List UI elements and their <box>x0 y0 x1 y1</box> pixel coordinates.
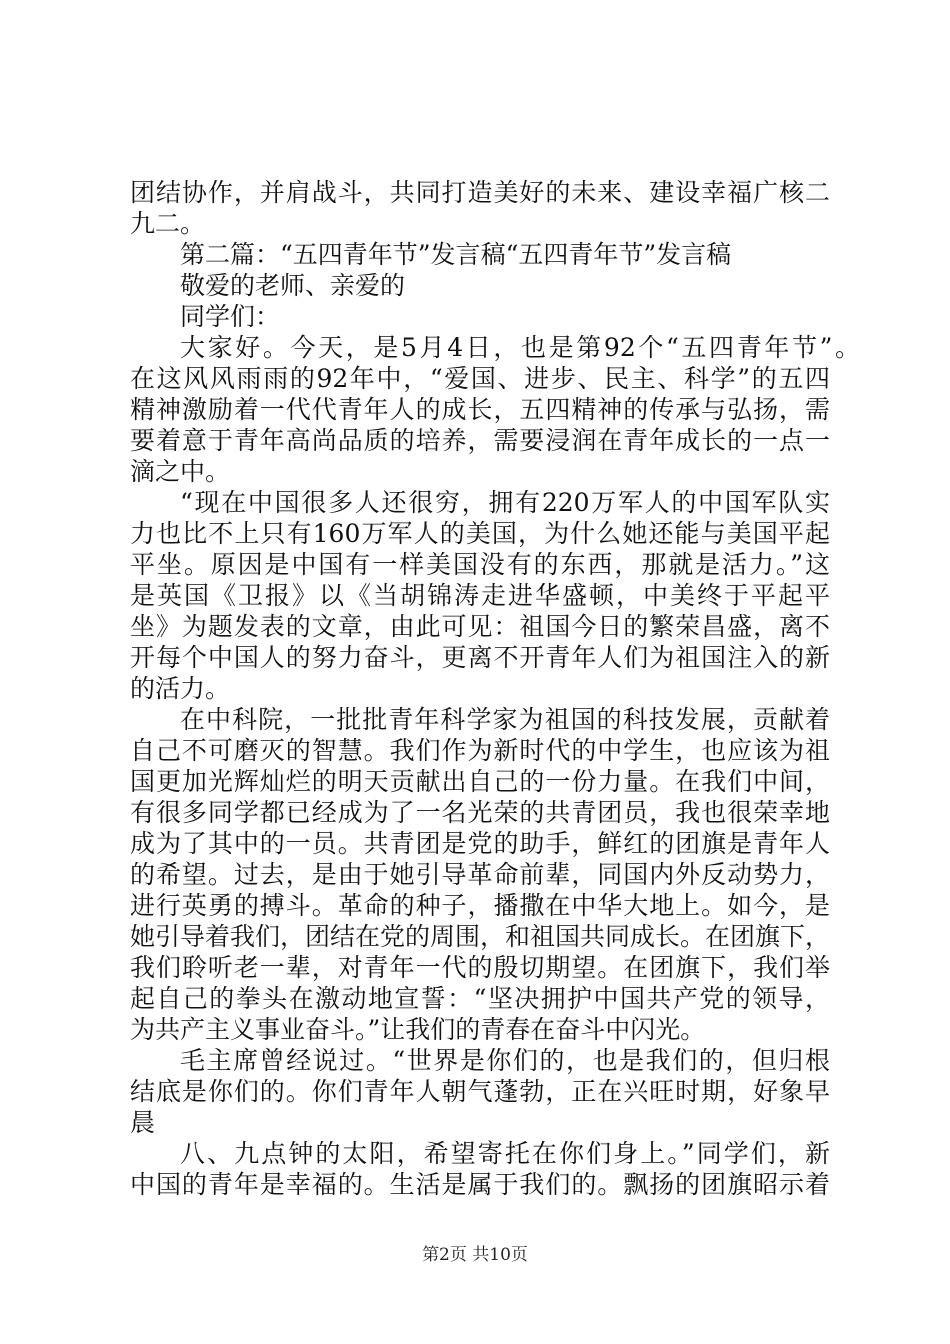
text-line: 自己不可磨灭的智慧。我们作为新时代的中学生，也应该为祖 <box>130 736 830 765</box>
text-line: 毛主席曾经说过。“世界是你们的，也是我们的，但归根 <box>180 1046 830 1075</box>
section-heading: 第二篇：“五四青年节”发言稿“五四青年节”发言稿 <box>180 240 732 269</box>
salutation-line: 同学们： <box>180 302 281 331</box>
text-line: 国更加光辉灿烂的明天贡献出自己的一份力量。在我们中间， <box>130 767 830 796</box>
page-footer: 第2页 共10页 <box>422 1245 528 1265</box>
text-line: 有很多同学都已经成为了一名光荣的共青团员，我也很荣幸地 <box>130 798 830 827</box>
text-line: 的活力。 <box>130 674 231 703</box>
text-line: 晨 <box>130 1108 156 1137</box>
text-line: 大家好。今天，是5月4日，也是第92个“五四青年节”。 <box>180 333 860 362</box>
text-line: 九二。 <box>130 209 206 238</box>
text-line: 在中科院，一批批青年科学家为祖国的科技发展，贡献着 <box>180 705 830 734</box>
text-line: 滴之中。 <box>130 457 231 486</box>
text-line: 她引导着我们，团结在党的周围，和祖国共同成长。在团旗下， <box>130 922 831 951</box>
text-line: 为共产主义事业奋斗。”让我们的青春在奋斗中闪光。 <box>130 1015 706 1044</box>
text-line: 中国的青年是幸福的。生活是属于我们的。飘扬的团旗昭示着 <box>130 1170 830 1199</box>
text-line: 开每个中国人的努力奋斗，更离不开青年人们为祖国注入的新 <box>130 643 830 672</box>
text-line: 八、九点钟的太阳，希望寄托在你们身上。”同学们，新 <box>180 1139 830 1168</box>
text-line: 起自己的拳头在激动地宣誓：“坚决拥护中国共产党的领导， <box>130 984 830 1013</box>
text-line: 的希望。过去，是由于她引导革命前辈，同国内外反动势力， <box>130 860 830 889</box>
text-line: 团结协作，并肩战斗，共同打造美好的未来、建设幸福广核二 <box>130 178 830 207</box>
text-line: 坐》为题发表的文章，由此可见：祖国今日的繁荣昌盛，离不 <box>130 612 830 641</box>
text-line: 平坐。原因是中国有一样美国没有的东西，那就是活力。”这 <box>130 550 830 579</box>
text-line: 进行英勇的搏斗。革命的种子，播撒在中华大地上。如今，是 <box>130 891 830 920</box>
text-line: “现在中国很多人还很穷，拥有220万军人的中国军队实 <box>180 488 830 517</box>
salutation-line: 敬爱的老师、亲爱的 <box>180 271 406 300</box>
text-line: 精神激励着一代代青年人的成长，五四精神的传承与弘扬，需 <box>130 395 830 424</box>
text-line: 成为了其中的一员。共青团是党的助手，鲜红的团旗是青年人 <box>130 829 830 858</box>
text-line: 力也比不上只有160万军人的美国，为什么她还能与美国平起 <box>130 519 830 548</box>
text-line: 我们聆听老一辈，对青年一代的殷切期望。在团旗下，我们举 <box>130 953 830 982</box>
text-line: 是英国《卫报》以《当胡锦涛走进华盛顿，中美终于平起平 <box>130 581 830 610</box>
text-line: 结底是你们的。你们青年人朝气蓬勃，正在兴旺时期，好象早 <box>130 1077 830 1106</box>
text-line: 要着意于青年高尚品质的培养，需要浸润在青年成长的一点一 <box>130 426 830 455</box>
text-line: 在这风风雨雨的92年中，“爱国、进步、民主、科学”的五四 <box>130 364 830 393</box>
